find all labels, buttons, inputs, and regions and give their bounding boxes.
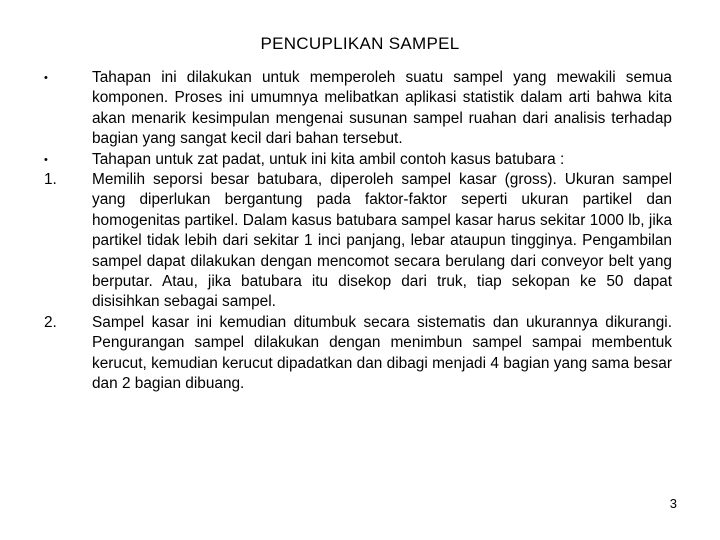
paragraph-text: Tahapan untuk zat padat, untuk ini kita ambil contoh kasus batubara : — [92, 150, 565, 168]
content-list — [40, 68, 672, 395]
list-item-bullet-2 — [40, 150, 672, 170]
number-marker: 2. — [44, 313, 57, 331]
list-item-step-2 — [40, 313, 672, 395]
bullet-marker: • — [44, 153, 48, 166]
list-item-step-1 — [40, 170, 672, 313]
paragraph-text: Memilih seporsi besar batubara, diperoleh sampel kasar (gross). Ukuran sampel yang diperlukan bergantung pada faktor-faktor seperti ukuran partikel dan homogenitas partikel. Dalam kasus batubara sampel kasar harus sekitar 1000 lb, jika partikel tidak lebih dari sekitar 1 inci panjang, lebar ataupun tingginya. Pengambilan sampel dapat dilakukan dengan mencomot secara berulang dari conveyor belt yang berputar. Atau, jika batubara itu disekop dari truk, tiap sekopan ke 50 dapat disisihkan sebagai sampel. — [92, 171, 672, 311]
list-item-bullet-1 — [40, 68, 672, 150]
number-marker: 1. — [44, 171, 57, 189]
page-number: 3 — [669, 496, 677, 511]
paragraph-text: Sampel kasar ini kemudian ditumbuk secara sistematis dan ukurannya dikurangi. Pengurangan sampel dilakukan dengan menimbun sampel sampai membentuk kerucut, kemudian kerucut dipadatkan dan dibagi menjadi 4 bagian yang sama besar dan 2 bagian dibuang. — [92, 313, 672, 393]
paragraph-text: Tahapan ini dilakukan untuk memperoleh suatu sampel yang mewakili semua komponen. Proses ini umumnya melibatkan aplikasi statistik dalam arti bahwa kita akan menarik kesimpulan mengenai susunan sampel ruahan dari analisis terhadap bagian yang sangat kecil dari bahan tersebut. — [92, 69, 672, 148]
bullet-marker: • — [44, 72, 48, 84]
page-title: PENCUPLIKAN SAMPEL — [260, 34, 460, 53]
